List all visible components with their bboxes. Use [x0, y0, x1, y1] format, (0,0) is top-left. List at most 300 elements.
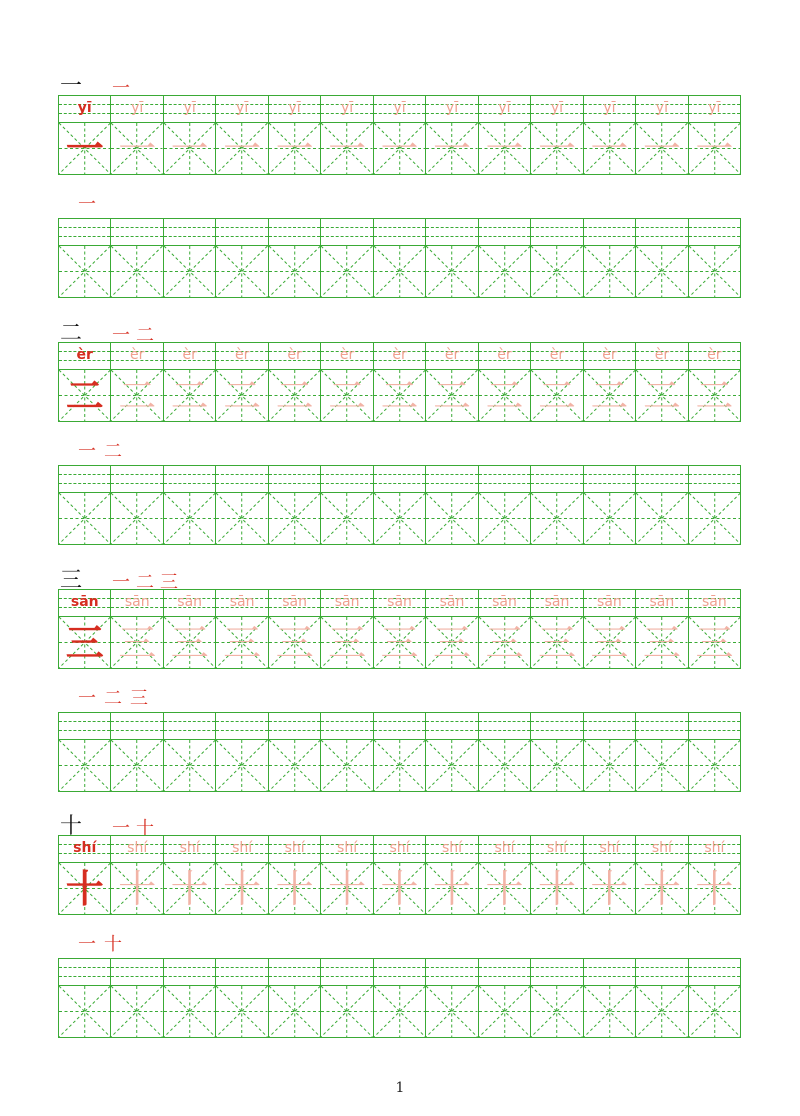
practice-stroke-step: 十: [104, 934, 122, 955]
tian-box: [321, 370, 372, 421]
practice-cell[interactable]: [636, 959, 688, 1037]
heading-character: 二: [60, 321, 83, 346]
pinyin-trace: sān: [649, 594, 675, 610]
practice-cell[interactable]: [689, 219, 740, 297]
tian-box: [321, 986, 372, 1037]
tian-box: [111, 740, 162, 791]
practice-cell[interactable]: [321, 959, 373, 1037]
pinyin-box: [531, 96, 582, 123]
trace-cell: [111, 343, 163, 421]
practice-cell[interactable]: [269, 466, 321, 544]
tian-guide-lines: [59, 740, 110, 791]
pinyin-box: [269, 343, 320, 370]
pinyin-box: [426, 96, 477, 123]
trace-cell: [164, 836, 216, 914]
model-cell: [59, 836, 111, 914]
hanzi-trace: 十: [223, 866, 262, 911]
tian-box: [689, 493, 740, 544]
pinyin-box: [531, 836, 582, 863]
practice-cell[interactable]: [426, 959, 478, 1037]
pinyin-box: [59, 590, 110, 617]
tian-box: [164, 493, 215, 544]
trace-cell: [321, 836, 373, 914]
hanzi-trace: 三: [485, 620, 524, 665]
tian-box: [636, 370, 687, 421]
practice-cell[interactable]: [164, 713, 216, 791]
pinyin-box: [374, 836, 425, 863]
hanzi-trace: 二: [275, 373, 314, 418]
pinyin-box: [216, 590, 267, 617]
tian-guide-lines: [111, 493, 162, 544]
tian-box: [216, 246, 267, 297]
practice-grid: [58, 465, 741, 545]
tian-guide-lines: [111, 740, 162, 791]
tian-box: [426, 617, 477, 668]
hanzi-trace: 一: [118, 126, 157, 171]
heading-character: 一: [60, 74, 83, 99]
tian-guide-lines: [269, 740, 320, 791]
trace-cell: [689, 836, 740, 914]
hanzi-trace: 一: [380, 126, 419, 171]
pinyin-box: [374, 590, 425, 617]
practice-cell[interactable]: [584, 219, 636, 297]
pinyin-box: [164, 96, 215, 123]
trace-cell: [479, 590, 531, 668]
trace-cell: [426, 343, 478, 421]
trace-cell: [479, 836, 531, 914]
practice-cell[interactable]: [216, 219, 268, 297]
practice-cell[interactable]: [216, 959, 268, 1037]
hanzi-trace: 三: [537, 620, 576, 665]
pinyin-box: [584, 219, 635, 246]
pinyin-box: [164, 466, 215, 493]
practice-cell[interactable]: [584, 713, 636, 791]
pinyin-box: [479, 836, 530, 863]
practice-cell[interactable]: [426, 713, 478, 791]
pinyin-box: [216, 343, 267, 370]
practice-cell[interactable]: [689, 713, 740, 791]
hanzi-trace: 一: [590, 126, 629, 171]
tian-box: [164, 617, 215, 668]
practice-cell[interactable]: [321, 466, 373, 544]
pinyin-box: [216, 219, 267, 246]
practice-cell[interactable]: [374, 959, 426, 1037]
tian-box: [584, 986, 635, 1037]
heading-character: 十: [60, 814, 83, 839]
pinyin-box: [689, 466, 740, 493]
tian-box: [164, 986, 215, 1037]
tian-box: [269, 740, 320, 791]
pinyin-box: [111, 466, 162, 493]
trace-cell: [374, 96, 426, 174]
trace-cell: [584, 590, 636, 668]
tian-box: [269, 617, 320, 668]
tian-guide-lines: [374, 246, 425, 297]
tian-box: [111, 617, 162, 668]
pinyin-trace: sān: [334, 594, 360, 610]
pinyin-box: [426, 959, 477, 986]
practice-cell[interactable]: [59, 219, 111, 297]
pinyin-box: [689, 343, 740, 370]
tian-box: [689, 986, 740, 1037]
pinyin-box: [636, 96, 687, 123]
pinyin-trace: yī: [393, 100, 406, 116]
pinyin-box: [584, 590, 635, 617]
hanzi-trace: 二: [485, 373, 524, 418]
hanzi-trace: 三: [223, 620, 262, 665]
practice-stroke-order: [78, 682, 148, 708]
hanzi-trace: 十: [380, 866, 419, 911]
hanzi-trace: 二: [380, 373, 419, 418]
tian-box: [59, 740, 110, 791]
tian-box: [374, 617, 425, 668]
tian-guide-lines: [216, 493, 267, 544]
tian-box: [584, 370, 635, 421]
pinyin-box: [374, 959, 425, 986]
pinyin-trace: yī: [131, 100, 144, 116]
hanzi-trace: 一: [275, 126, 314, 171]
tian-box: [584, 493, 635, 544]
pinyin-trace: sān: [387, 594, 412, 610]
practice-cell[interactable]: [531, 959, 583, 1037]
tian-guide-lines: [216, 246, 267, 297]
pinyin-trace: yī: [498, 100, 511, 116]
pinyin-box: [111, 219, 162, 246]
practice-cell[interactable]: [636, 713, 688, 791]
hanzi-trace: 十: [590, 866, 629, 911]
practice-cell[interactable]: [216, 713, 268, 791]
practice-cell[interactable]: [321, 219, 373, 297]
tian-box: [59, 617, 110, 668]
pinyin-trace: èr: [654, 347, 670, 363]
tian-box: [269, 493, 320, 544]
hanzi-trace: 三: [433, 620, 472, 665]
tian-guide-lines: [636, 986, 687, 1037]
tian-box: [531, 740, 582, 791]
tian-box: [531, 493, 582, 544]
tian-guide-lines: [689, 493, 740, 544]
stroke-step: 二: [136, 572, 155, 593]
practice-cell[interactable]: [426, 466, 478, 544]
practice-cell[interactable]: [374, 219, 426, 297]
tian-guide-lines: [636, 493, 687, 544]
practice-cell[interactable]: [636, 219, 688, 297]
pinyin-box: [269, 590, 320, 617]
pinyin-trace: yī: [708, 100, 721, 116]
tian-guide-lines: [531, 986, 582, 1037]
pinyin-box: [531, 343, 582, 370]
tian-box: [374, 246, 425, 297]
pinyin-box: [216, 836, 267, 863]
pinyin-box: [636, 836, 687, 863]
tian-box: [59, 123, 110, 174]
pinyin-box: [269, 219, 320, 246]
practice-cell[interactable]: [164, 466, 216, 544]
pinyin-box: [531, 590, 582, 617]
model-trace-grid: [58, 95, 741, 175]
tian-box: [374, 493, 425, 544]
tian-guide-lines: [531, 493, 582, 544]
tian-guide-lines: [584, 493, 635, 544]
tian-guide-lines: [59, 493, 110, 544]
character-heading: [60, 562, 178, 592]
trace-cell: [164, 96, 216, 174]
tian-box: [689, 246, 740, 297]
tian-box: [111, 493, 162, 544]
tian-box: [111, 863, 162, 914]
pinyin-box: [59, 219, 110, 246]
tian-box: [111, 986, 162, 1037]
pinyin-box: [216, 96, 267, 123]
pinyin-trace: shí: [284, 840, 305, 856]
tian-guide-lines: [479, 986, 530, 1037]
hanzi-trace: 三: [328, 620, 367, 665]
pinyin-box: [321, 96, 372, 123]
pinyin-box: [111, 836, 162, 863]
tian-box: [531, 986, 582, 1037]
tian-box: [374, 863, 425, 914]
tian-box: [164, 863, 215, 914]
tian-guide-lines: [374, 986, 425, 1037]
pinyin-trace: èr: [130, 347, 145, 363]
pinyin-box: [584, 96, 635, 123]
practice-cell[interactable]: [689, 959, 740, 1037]
tian-guide-lines: [426, 246, 477, 297]
practice-grid: [58, 218, 741, 298]
trace-cell: [426, 836, 478, 914]
practice-cell[interactable]: [636, 466, 688, 544]
tian-box: [426, 246, 477, 297]
pinyin-trace: èr: [182, 347, 197, 363]
trace-cell: [111, 836, 163, 914]
trace-cell: [426, 590, 478, 668]
tian-box: [374, 370, 425, 421]
tian-guide-lines: [689, 986, 740, 1037]
tian-box: [584, 863, 635, 914]
tian-guide-lines: [636, 246, 687, 297]
tian-guide-lines: [689, 246, 740, 297]
practice-cell[interactable]: [479, 466, 531, 544]
tian-guide-lines: [636, 740, 687, 791]
trace-cell: [269, 590, 321, 668]
tian-box: [321, 863, 372, 914]
pinyin-box: [479, 466, 530, 493]
hanzi-trace: 十: [170, 866, 209, 911]
practice-cell[interactable]: [689, 466, 740, 544]
tian-box: [689, 370, 740, 421]
pinyin-box: [531, 959, 582, 986]
tian-guide-lines: [111, 246, 162, 297]
pinyin-trace: sān: [544, 594, 570, 610]
pinyin-model: yī: [77, 100, 92, 116]
pinyin-trace: èr: [392, 347, 407, 363]
practice-cell[interactable]: [269, 713, 321, 791]
trace-cell: [531, 96, 583, 174]
pinyin-box: [426, 219, 477, 246]
practice-cell[interactable]: [111, 959, 163, 1037]
hanzi-trace: 三: [380, 620, 419, 665]
practice-cell[interactable]: [59, 713, 111, 791]
trace-cell: [689, 590, 740, 668]
tian-box: [269, 986, 320, 1037]
tian-guide-lines: [216, 740, 267, 791]
pinyin-trace: èr: [549, 347, 565, 363]
tian-guide-lines: [374, 493, 425, 544]
tian-box: [374, 123, 425, 174]
practice-cell[interactable]: [374, 466, 426, 544]
tian-box: [269, 246, 320, 297]
practice-grid: [58, 958, 741, 1038]
pinyin-box: [479, 959, 530, 986]
pinyin-box: [321, 343, 372, 370]
pinyin-box: [426, 590, 477, 617]
practice-cell[interactable]: [531, 713, 583, 791]
pinyin-box: [111, 959, 162, 986]
model-trace-grid: [58, 589, 741, 669]
trace-cell: [636, 590, 688, 668]
trace-cell: [111, 96, 163, 174]
model-trace-grid: [58, 835, 741, 915]
practice-cell[interactable]: [59, 959, 111, 1037]
practice-cell[interactable]: [374, 713, 426, 791]
tian-guide-lines: [216, 986, 267, 1037]
practice-cell[interactable]: [321, 713, 373, 791]
pinyin-box: [584, 713, 635, 740]
tian-box: [479, 863, 530, 914]
tian-box: [426, 863, 477, 914]
pinyin-trace: sān: [229, 594, 255, 610]
pinyin-trace: èr: [602, 347, 617, 363]
tian-box: [269, 123, 320, 174]
hanzi-trace: 二: [590, 373, 629, 418]
practice-cell[interactable]: [164, 219, 216, 297]
tian-box: [216, 986, 267, 1037]
hanzi-trace: 二: [695, 373, 734, 418]
pinyin-box: [426, 836, 477, 863]
pinyin-trace: shí: [232, 840, 253, 856]
pinyin-box: [164, 959, 215, 986]
pinyin-trace: sān: [177, 594, 203, 610]
practice-cell[interactable]: [584, 466, 636, 544]
trace-cell: [111, 590, 163, 668]
pinyin-box: [111, 96, 162, 123]
pinyin-box: [216, 713, 267, 740]
pinyin-trace: shí: [337, 840, 358, 856]
pinyin-box: [164, 343, 215, 370]
tian-box: [531, 863, 582, 914]
trace-cell: [216, 590, 268, 668]
pinyin-trace: yī: [445, 100, 459, 116]
practice-cell[interactable]: [164, 959, 216, 1037]
pinyin-box: [584, 836, 635, 863]
pinyin-box: [59, 959, 110, 986]
practice-stroke-step: 一: [78, 441, 96, 462]
pinyin-box: [636, 590, 687, 617]
practice-cell[interactable]: [479, 959, 531, 1037]
hanzi-trace: 三: [118, 620, 157, 665]
trace-cell: [584, 96, 636, 174]
practice-cell[interactable]: [584, 959, 636, 1037]
practice-cell[interactable]: [531, 219, 583, 297]
pinyin-trace: sān: [124, 594, 150, 610]
stroke-step: 一: [112, 325, 131, 346]
hanzi-trace: 二: [223, 373, 262, 418]
practice-cell[interactable]: [59, 466, 111, 544]
tian-guide-lines: [59, 986, 110, 1037]
practice-cell[interactable]: [269, 219, 321, 297]
hanzi-model: 三: [65, 620, 104, 665]
practice-cell[interactable]: [269, 959, 321, 1037]
trace-cell: [689, 343, 740, 421]
practice-cell[interactable]: [479, 713, 531, 791]
practice-stroke-step: 二: [104, 688, 122, 709]
tian-box: [584, 246, 635, 297]
tian-box: [479, 740, 530, 791]
hanzi-trace: 一: [695, 126, 734, 171]
tian-box: [426, 123, 477, 174]
pinyin-box: [531, 713, 582, 740]
tian-guide-lines: [164, 246, 215, 297]
practice-cell[interactable]: [111, 713, 163, 791]
hanzi-model: 十: [65, 866, 104, 911]
hanzi-trace: 十: [433, 866, 472, 911]
tian-box: [216, 370, 267, 421]
tian-box: [216, 617, 267, 668]
tian-box: [321, 246, 372, 297]
hanzi-trace: 三: [695, 620, 734, 665]
trace-cell: [321, 590, 373, 668]
practice-cell[interactable]: [111, 466, 163, 544]
practice-stroke-step: 一: [78, 934, 96, 955]
heading-character: 三: [60, 568, 83, 593]
pinyin-box: [164, 219, 215, 246]
tian-box: [374, 740, 425, 791]
trace-cell: [321, 343, 373, 421]
pinyin-box: [59, 343, 110, 370]
tian-guide-lines: [426, 740, 477, 791]
tian-box: [636, 863, 687, 914]
pinyin-trace: shí: [546, 840, 567, 856]
practice-grid: [58, 712, 741, 792]
practice-cell[interactable]: [111, 219, 163, 297]
hanzi-trace: 三: [275, 620, 314, 665]
pinyin-box: [584, 343, 635, 370]
pinyin-box: [321, 959, 372, 986]
tian-box: [479, 493, 530, 544]
trace-cell: [164, 343, 216, 421]
stroke-step: 一: [112, 78, 131, 99]
model-cell: [59, 590, 111, 668]
practice-cell[interactable]: [426, 219, 478, 297]
tian-box: [111, 246, 162, 297]
practice-cell[interactable]: [531, 466, 583, 544]
pinyin-model: shí: [73, 840, 97, 856]
practice-cell[interactable]: [479, 219, 531, 297]
hanzi-trace: 二: [118, 373, 157, 418]
tian-box: [59, 493, 110, 544]
pinyin-box: [164, 713, 215, 740]
tian-guide-lines: [584, 986, 635, 1037]
practice-cell[interactable]: [216, 466, 268, 544]
tian-box: [321, 617, 372, 668]
hanzi-trace: 十: [118, 866, 157, 911]
tian-guide-lines: [531, 246, 582, 297]
tian-box: [321, 123, 372, 174]
tian-guide-lines: [164, 986, 215, 1037]
pinyin-box: [374, 219, 425, 246]
tian-box: [111, 370, 162, 421]
hanzi-trace: 二: [328, 373, 367, 418]
